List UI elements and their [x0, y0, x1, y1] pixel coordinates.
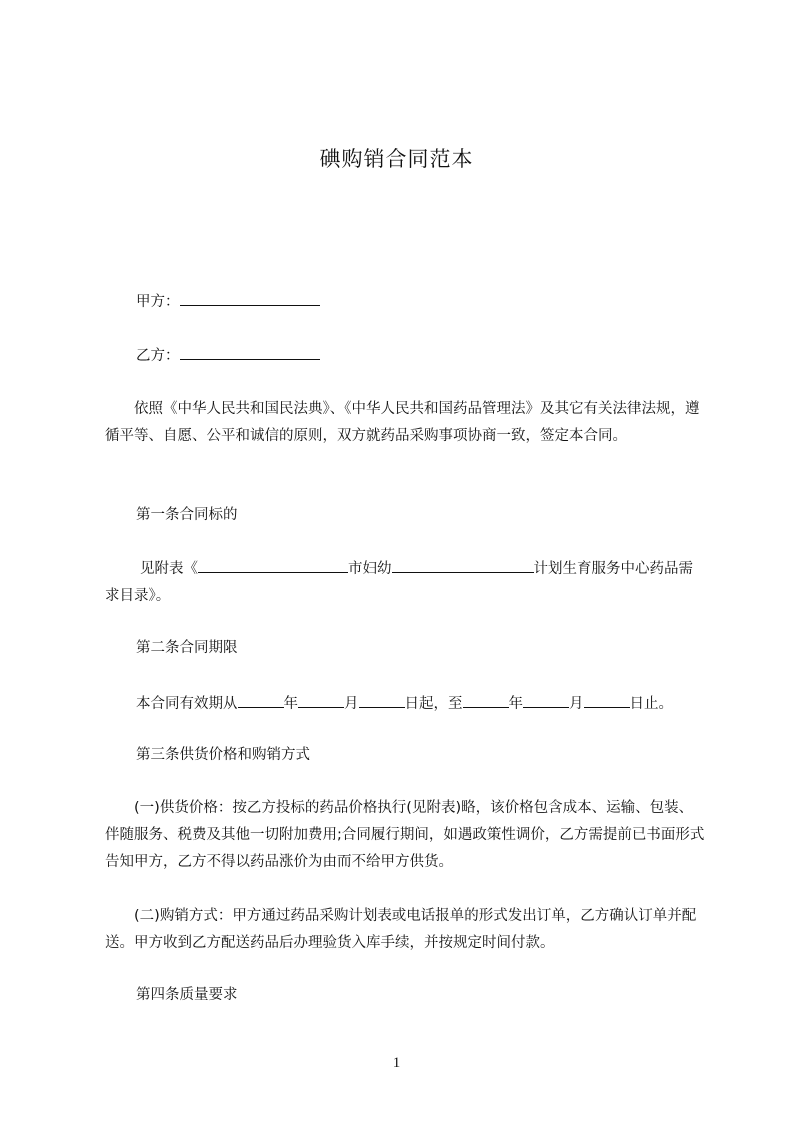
start-month-blank	[298, 692, 344, 708]
article3-para1: (一)供货价格：按乙方投标的药品价格执行(见附表)略，该价格包含成本、运输、包装、伴随服务、税费及其他一切附加费用;合同履行期间，如遇政策性调价，乙方需提前已书面形式告知甲方，乙方不得以药品涨价为由而不给甲方供货。	[105, 800, 705, 870]
start-year-blank	[238, 692, 284, 708]
article1-prefix: 见附表《	[140, 561, 198, 577]
article1-blank-1	[198, 557, 348, 573]
article1-heading: 第一条合同标的	[136, 507, 238, 523]
document-title: 碘购销合同范本	[319, 147, 474, 171]
term-prefix: 本合同有效期从	[136, 696, 238, 712]
party-a-line	[136, 290, 320, 312]
end-year-label: 年	[508, 696, 523, 712]
party-b-blank	[180, 344, 320, 360]
party-b-line	[136, 344, 320, 366]
article3-heading: 第三条供货价格和购销方式	[136, 747, 310, 763]
page-number: 1	[392, 1055, 401, 1071]
start-month-label: 月	[344, 696, 359, 712]
start-day-label: 日起，至	[404, 696, 463, 712]
start-year-label: 年	[283, 696, 298, 712]
party-a-label: 甲方：	[136, 294, 180, 310]
article4-heading: 第四条质量要求	[136, 987, 238, 1003]
article1-blank-2	[392, 557, 534, 573]
end-month-label: 月	[569, 696, 584, 712]
article1-suffix: 计划生育服务中心药品需求目录》。	[105, 561, 693, 604]
article3-para2: (二)购销方式：甲方通过药品采购计划表或电话报单的形式发出订单，乙方确认订单并配送。甲方收到乙方配送药品后办理验货入库手续，并按规定时间付款。	[105, 908, 697, 951]
party-a-blank	[180, 290, 320, 306]
article1-text	[105, 556, 705, 610]
start-day-blank	[359, 692, 405, 708]
end-day-blank	[584, 692, 630, 708]
article2-heading: 第二条合同期限	[136, 640, 238, 656]
article2-term-line	[136, 692, 673, 714]
end-month-blank	[523, 692, 569, 708]
article1-mid: 市妇幼	[348, 561, 392, 577]
intro-paragraph: 依照《中华人民共和国民法典》、《中华人民共和国药品管理法》及其它有关法律法规，遵循平等、自愿、公平和诚信的原则，双方就药品采购事项协商一致，签定本合同。	[105, 401, 700, 444]
party-b-label: 乙方：	[136, 348, 180, 364]
end-year-blank	[463, 692, 509, 708]
end-day-label: 日止。	[629, 696, 673, 712]
